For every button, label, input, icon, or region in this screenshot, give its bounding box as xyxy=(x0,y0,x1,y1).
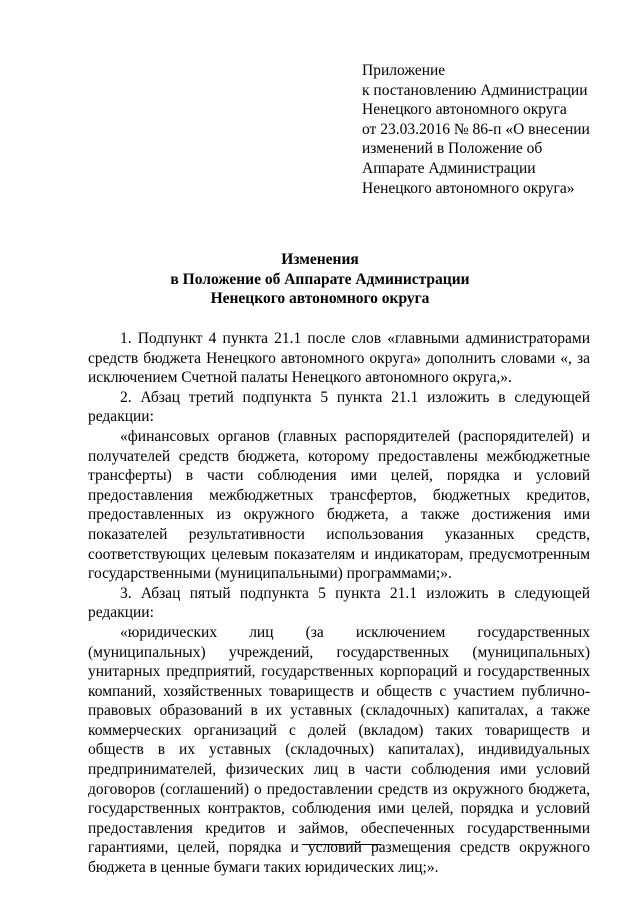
annex-line: Ненецкого автономного округа» xyxy=(362,179,575,197)
annex-line: к постановлению Администрации xyxy=(362,81,588,99)
quoted-paragraph-3: «юридических лиц (за исключением государственных (муниципальных) учреждений, государственных (муниципальных) унитарных предприятий, государственных корпораций и государственных компаний, хозяйственных товариществ и обществ с участием публично-правовых образований в их уставных (складочных) капиталах, а также коммерческих организаций с долей (вкладом) таких товариществ и обществ в их уставных (складочных) капиталах), индивидуальных предпринимателей, физических лиц в части соблюдения ими условий договоров (соглашений) о предоставлении средств из окружного бюджета, государственных контрактов, соблюдения ими целей, порядка и условий предоставления кредитов и займов, обеспеченных государственными гарантиями, целей, порядка и условий размещения средств окружного бюджета в ценные бумаги таких юридических лиц;». xyxy=(88,623,590,877)
annex-line: Ненецкого автономного округа xyxy=(362,101,567,119)
annex-line: Аппарате Администрации xyxy=(362,159,536,177)
annex-line: от 23.03.2016 № 86-п «О внесении xyxy=(362,120,590,138)
paragraph-item-2: 2. Абзац третий подпункта 5 пункта 21.1 изложить в следующей редакции: xyxy=(88,388,590,426)
title-line: Изменения xyxy=(281,251,359,268)
document-title xyxy=(0,250,640,309)
document-body xyxy=(88,329,590,878)
paragraph-item-1: 1. Подпункт 4 пункта 21.1 после слов «главными администраторами средств бюджета Ненецкого автономного округа» дополнить словами «, за исключением Счетной палаты Ненецкого автономного округа,». xyxy=(88,330,590,387)
title-line: Ненецкого автономного округа xyxy=(210,290,430,308)
annex-header xyxy=(362,61,632,198)
quoted-paragraph-2: «финансовых органов (главных распорядителей (распорядителей) и получателей средств бюджета, которому предоставлены межбюджетные трансферты) в части соблюдения ими целей, порядка и условий предоставления межбюджетных трансфертов, бюджетных кредитов, предоставленных из окружного бюджета, а также достижения ими показателей результативности использования указанных средств, соответствующих целевым показателям и индикаторам, предусмотренным государственными (муниципальными) программами;». xyxy=(88,427,590,583)
title-line: в Положение об Аппарате Администрации xyxy=(170,270,470,288)
annex-line: Приложение xyxy=(362,62,446,79)
closing-divider xyxy=(302,844,381,845)
annex-line: изменений в Положение об xyxy=(362,140,543,158)
paragraph-item-3: 3. Абзац пятый подпункта 5 пункта 21.1 изложить в следующей редакции: xyxy=(88,584,590,622)
